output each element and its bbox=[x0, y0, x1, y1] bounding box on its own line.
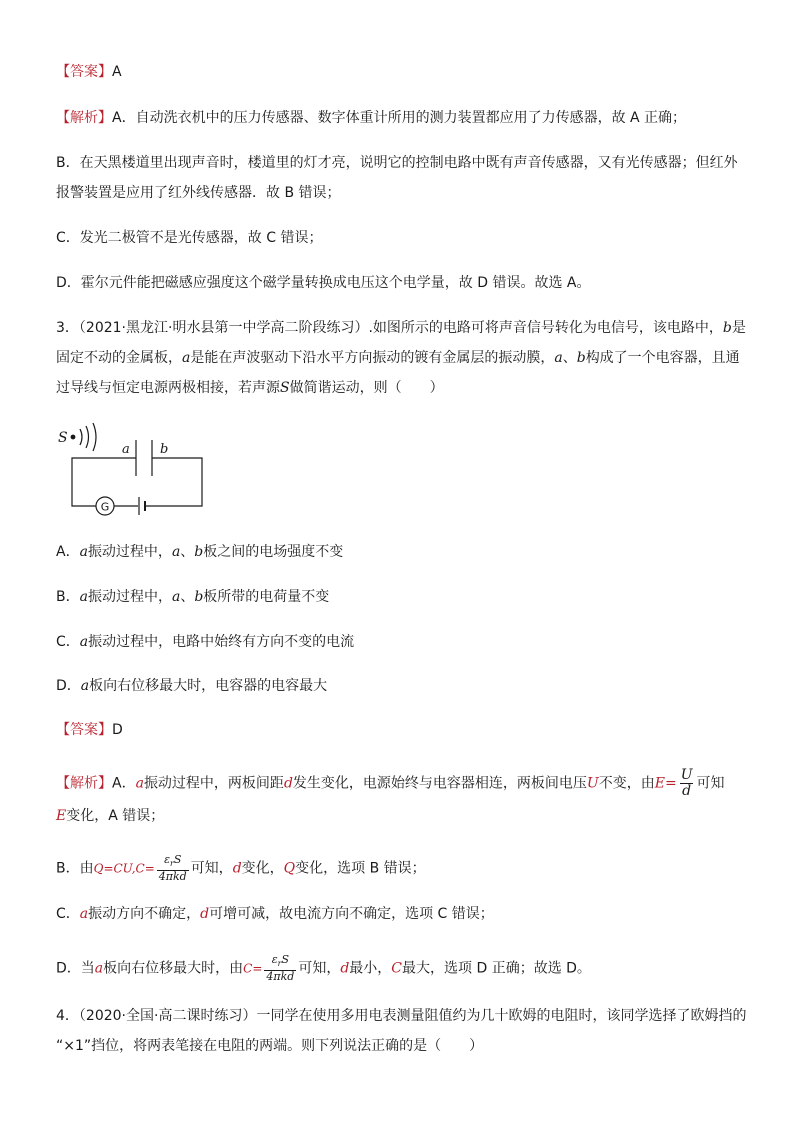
question-number: 3． bbox=[56, 320, 79, 336]
question-source: （2020·全国·高二课时练习） bbox=[78, 1008, 257, 1024]
question-stem-line: 固定不动的金属板，a是能在声波驱动下沿水平方向振动的镀有金属层的振动膜，a、b构成了一个电容器，且通 bbox=[56, 350, 740, 366]
question-number: 4． bbox=[56, 1008, 79, 1024]
option-b: B．a振动过程中，a、b板所带的电荷量不变 bbox=[56, 589, 330, 605]
answer-label: 【答案】 bbox=[56, 64, 112, 80]
question-stem-line: 过导线与恒定电源两极相接，若声源S做简谐运动，则（ ） bbox=[56, 380, 444, 396]
option-d: D．a板向右位移最大时，电容器的电容最大 bbox=[56, 678, 328, 694]
sound-source-dot bbox=[71, 435, 76, 440]
answer-label: 【答案】 bbox=[56, 722, 112, 738]
sound-source-label: S bbox=[58, 430, 68, 446]
option-a: A．a振动过程中，a、b板之间的电场强度不变 bbox=[56, 544, 344, 560]
question-stem-line: 3．（2021·黑龙江·明水县第一中学高二阶段练习）.如图所示的电路可将声音信号转化为电信号，该电路中，b是 bbox=[56, 320, 746, 336]
fraction-u-over-d: $\frac{U}{d}$ bbox=[680, 767, 693, 799]
sound-wave-arc bbox=[86, 426, 89, 448]
analysis-line: D．当a板向右位移最大时，由C= $\frac{\varepsilon_rS}{\text{4πkd}}$ 可知，d最小，C最大，选项 D 正确；故选 D。 bbox=[56, 953, 591, 984]
plate-b-label: b bbox=[160, 442, 169, 457]
sound-wave-arc bbox=[80, 429, 82, 445]
analysis-label: 【解析】 bbox=[56, 775, 112, 792]
analysis-text: A．自动洗衣机中的压力传感器、数字体重计所用的测力装置都应用了力传感器，故 A 正确； bbox=[112, 110, 687, 126]
analysis-line: 报警装置是应用了红外线传感器．故 B 错误； bbox=[56, 185, 341, 201]
analysis-line: B．由Q=CU,C= $\frac{\varepsilon_rS}{\text{4πkd}}$ 可知，d变化，Q变化，选项 B 错误； bbox=[56, 853, 426, 884]
analysis-line: C．发光二极管不是光传感器，故 C 错误； bbox=[56, 230, 323, 246]
analysis-line: E变化，A 错误； bbox=[56, 808, 165, 824]
answer-value: A bbox=[112, 64, 122, 80]
option-c: C．a振动过程中，电路中始终有方向不变的电流 bbox=[56, 634, 355, 650]
fraction-capacitance: $\frac{\varepsilon_rS}{\text{4πkd}}$ bbox=[266, 953, 295, 984]
analysis-line: C．a振动方向不确定，d可增可减，故电流方向不确定，选项 C 错误； bbox=[56, 906, 494, 922]
analysis-line: 【解析】A．a振动过程中，两板间距d发生变化，电源始终与电容器相连，两板间电压U不变，由E= $\frac{U}{d}$ 可知 bbox=[56, 767, 725, 799]
wire-right bbox=[146, 458, 202, 506]
question-source: （2021·黑龙江·明水县第一中学高二阶段练习） bbox=[78, 320, 369, 336]
answer-line bbox=[56, 720, 746, 740]
analysis-line bbox=[56, 108, 746, 128]
sound-wave-arc bbox=[93, 423, 96, 451]
question-stem-line: 4．（2020·全国·高二课时练习）一同学在使用多用电表测量阻值约为几十欧姆的电阻时，该同学选择了欧姆挡的 bbox=[56, 1008, 747, 1024]
capacitor-circuit-diagram bbox=[56, 420, 216, 520]
answer-line bbox=[56, 62, 746, 82]
galvanometer-label: G bbox=[100, 500, 110, 514]
question-stem-line: “×1”挡位，将两表笔接在电阻的两端。则下列说法正确的是（ ） bbox=[56, 1038, 484, 1054]
fraction-capacitance: $\frac{\varepsilon_rS}{\text{4πkd}}$ bbox=[158, 853, 187, 884]
analysis-label: 【解析】 bbox=[56, 110, 112, 126]
analysis-line: B．在天黑楼道里出现声音时，楼道里的灯才亮，说明它的控制电路中既有声音传感器，又有光传感器；但红外 bbox=[56, 155, 738, 171]
answer-value: D bbox=[112, 722, 123, 738]
analysis-line: D．霍尔元件能把磁感应强度这个磁学量转换成电压这个电学量，故 D 错误。故选 A。 bbox=[56, 275, 591, 291]
plate-a-label: a bbox=[122, 442, 130, 457]
